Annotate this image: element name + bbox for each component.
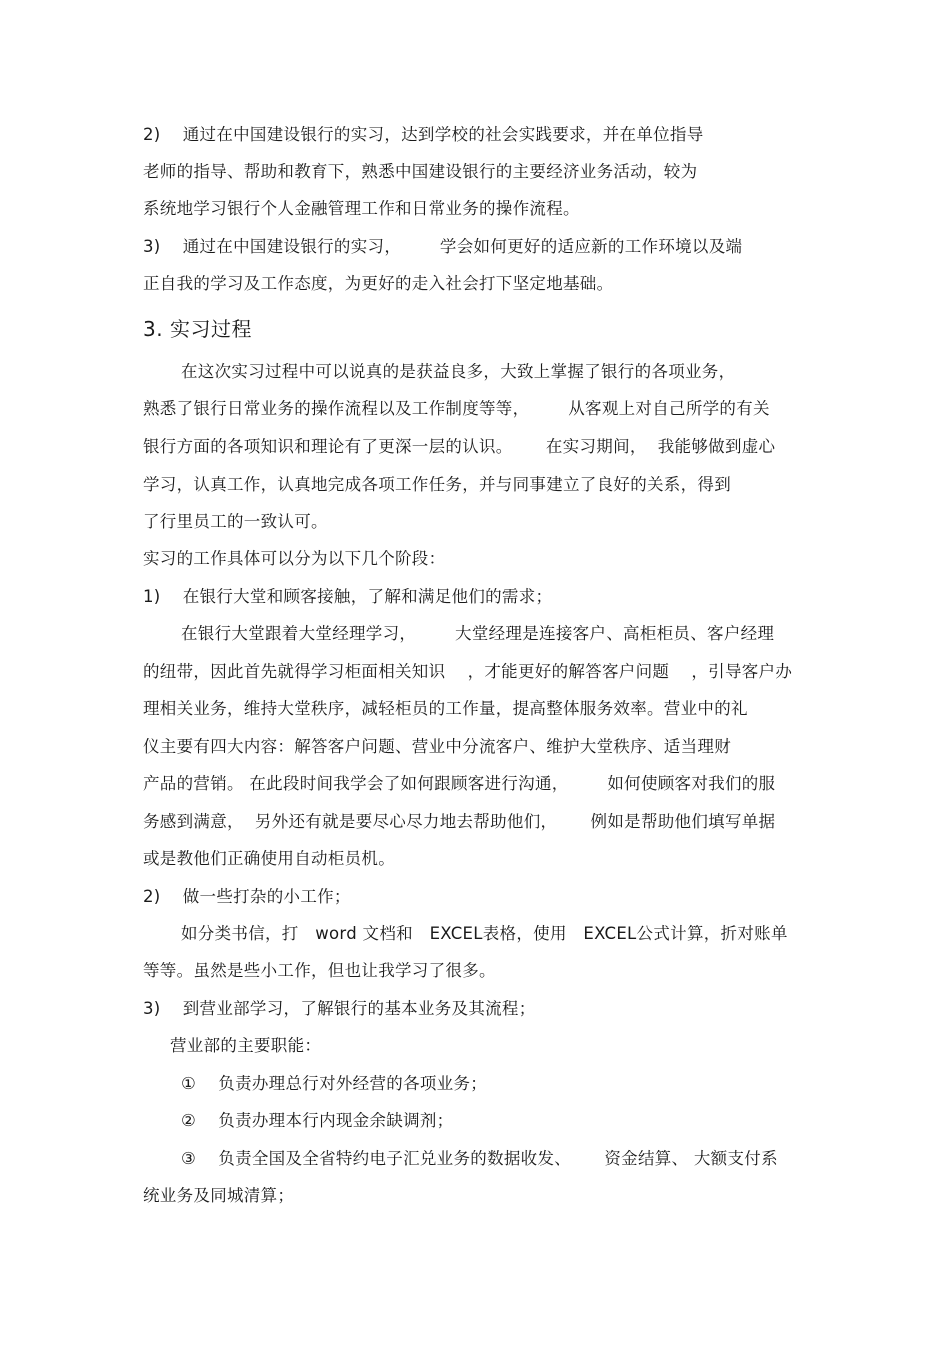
- paragraph-line: 实习的工作具体可以分为以下几个阶段：: [143, 549, 446, 568]
- paragraph-line: 理相关业务，维持大堂秩序，减轻柜员的工作量，提高整体服务效率。营业中的礼: [143, 699, 748, 718]
- paragraph-line: 务感到满意， 另外还有就是要尽心尽力地去帮助他们， 例如是帮助他们填写单据: [143, 812, 776, 831]
- function-item-2: ② 负责办理本行内现金余缺调剂；: [181, 1111, 454, 1130]
- list-item-2-line-1: 2) 通过在中国建设银行的实习，达到学校的社会实践要求，并在单位指导: [143, 125, 704, 144]
- paragraph-line: 了行里员工的一致认可。: [143, 512, 328, 531]
- stage-item-3: 3) 到营业部学习，了解银行的基本业务及其流程；: [143, 999, 536, 1018]
- stage-item-1: 1) 在银行大堂和顾客接触，了解和满足他们的需求；: [143, 587, 553, 606]
- paragraph-line: 学习，认真工作，认真地完成各项工作任务，并与同事建立了良好的关系，得到: [143, 475, 731, 494]
- function-item-3-line-1: ③ 负责全国及全省特约电子汇兑业务的数据收发、 资金结算、 大额支付系: [181, 1149, 778, 1168]
- list-item-2-line-2: 老师的指导、帮助和教育下，熟悉中国建设银行的主要经济业务活动，较为: [143, 162, 698, 181]
- function-item-3-line-2: 统业务及同城清算；: [143, 1186, 295, 1205]
- paragraph-line: 或是教他们正确使用自动柜员机。: [143, 849, 395, 868]
- paragraph-line: 等等。虽然是些小工作，但也让我学习了很多。: [143, 961, 496, 980]
- paragraph-line: 如分类书信，打 word 文档和 EXCEL表格，使用 EXCEL公式计算，折对账单: [181, 924, 788, 943]
- stage-item-2: 2) 做一些打杂的小工作；: [143, 887, 351, 906]
- paragraph-line: 银行方面的各项知识和理论有了更深一层的认识。 在实习期间， 我能够做到虚心: [143, 437, 776, 456]
- paragraph-line: 在银行大堂跟着大堂经理学习， 大堂经理是连接客户、高柜柜员、客户经理: [181, 624, 775, 643]
- paragraph-line: 产品的营销。 在此段时间我学会了如何跟顾客进行沟通， 如何使顾客对我们的服: [143, 774, 776, 793]
- section-heading: 3. 实习过程: [143, 317, 252, 341]
- list-item-2-line-3: 系统地学习银行个人金融管理工作和日常业务的操作流程。: [143, 199, 580, 218]
- list-item-3-line-2: 正自我的学习及工作态度，为更好的走入社会打下坚定地基础。: [143, 274, 614, 293]
- paragraph-line: 仪主要有四大内容：解答客户问题、营业中分流客户、维护大堂秩序、适当理财: [143, 737, 731, 756]
- function-item-1: ① 负责办理总行对外经营的各项业务；: [181, 1074, 488, 1093]
- paragraph-line: 熟悉了银行日常业务的操作流程以及工作制度等等， 从客观上对自己所学的有关: [143, 399, 770, 418]
- paragraph-line: 在这次实习过程中可以说真的是获益良多，大致上掌握了银行的各项业务，: [181, 362, 736, 381]
- paragraph-line: 的纽带，因此首先就得学习柜面相关知识 ，才能更好的解答客户问题 ，引导客户办: [143, 662, 793, 681]
- subheading: 营业部的主要职能：: [170, 1036, 322, 1055]
- list-item-3-line-1: 3) 通过在中国建设银行的实习， 学会如何更好的适应新的工作环境以及端: [143, 237, 743, 256]
